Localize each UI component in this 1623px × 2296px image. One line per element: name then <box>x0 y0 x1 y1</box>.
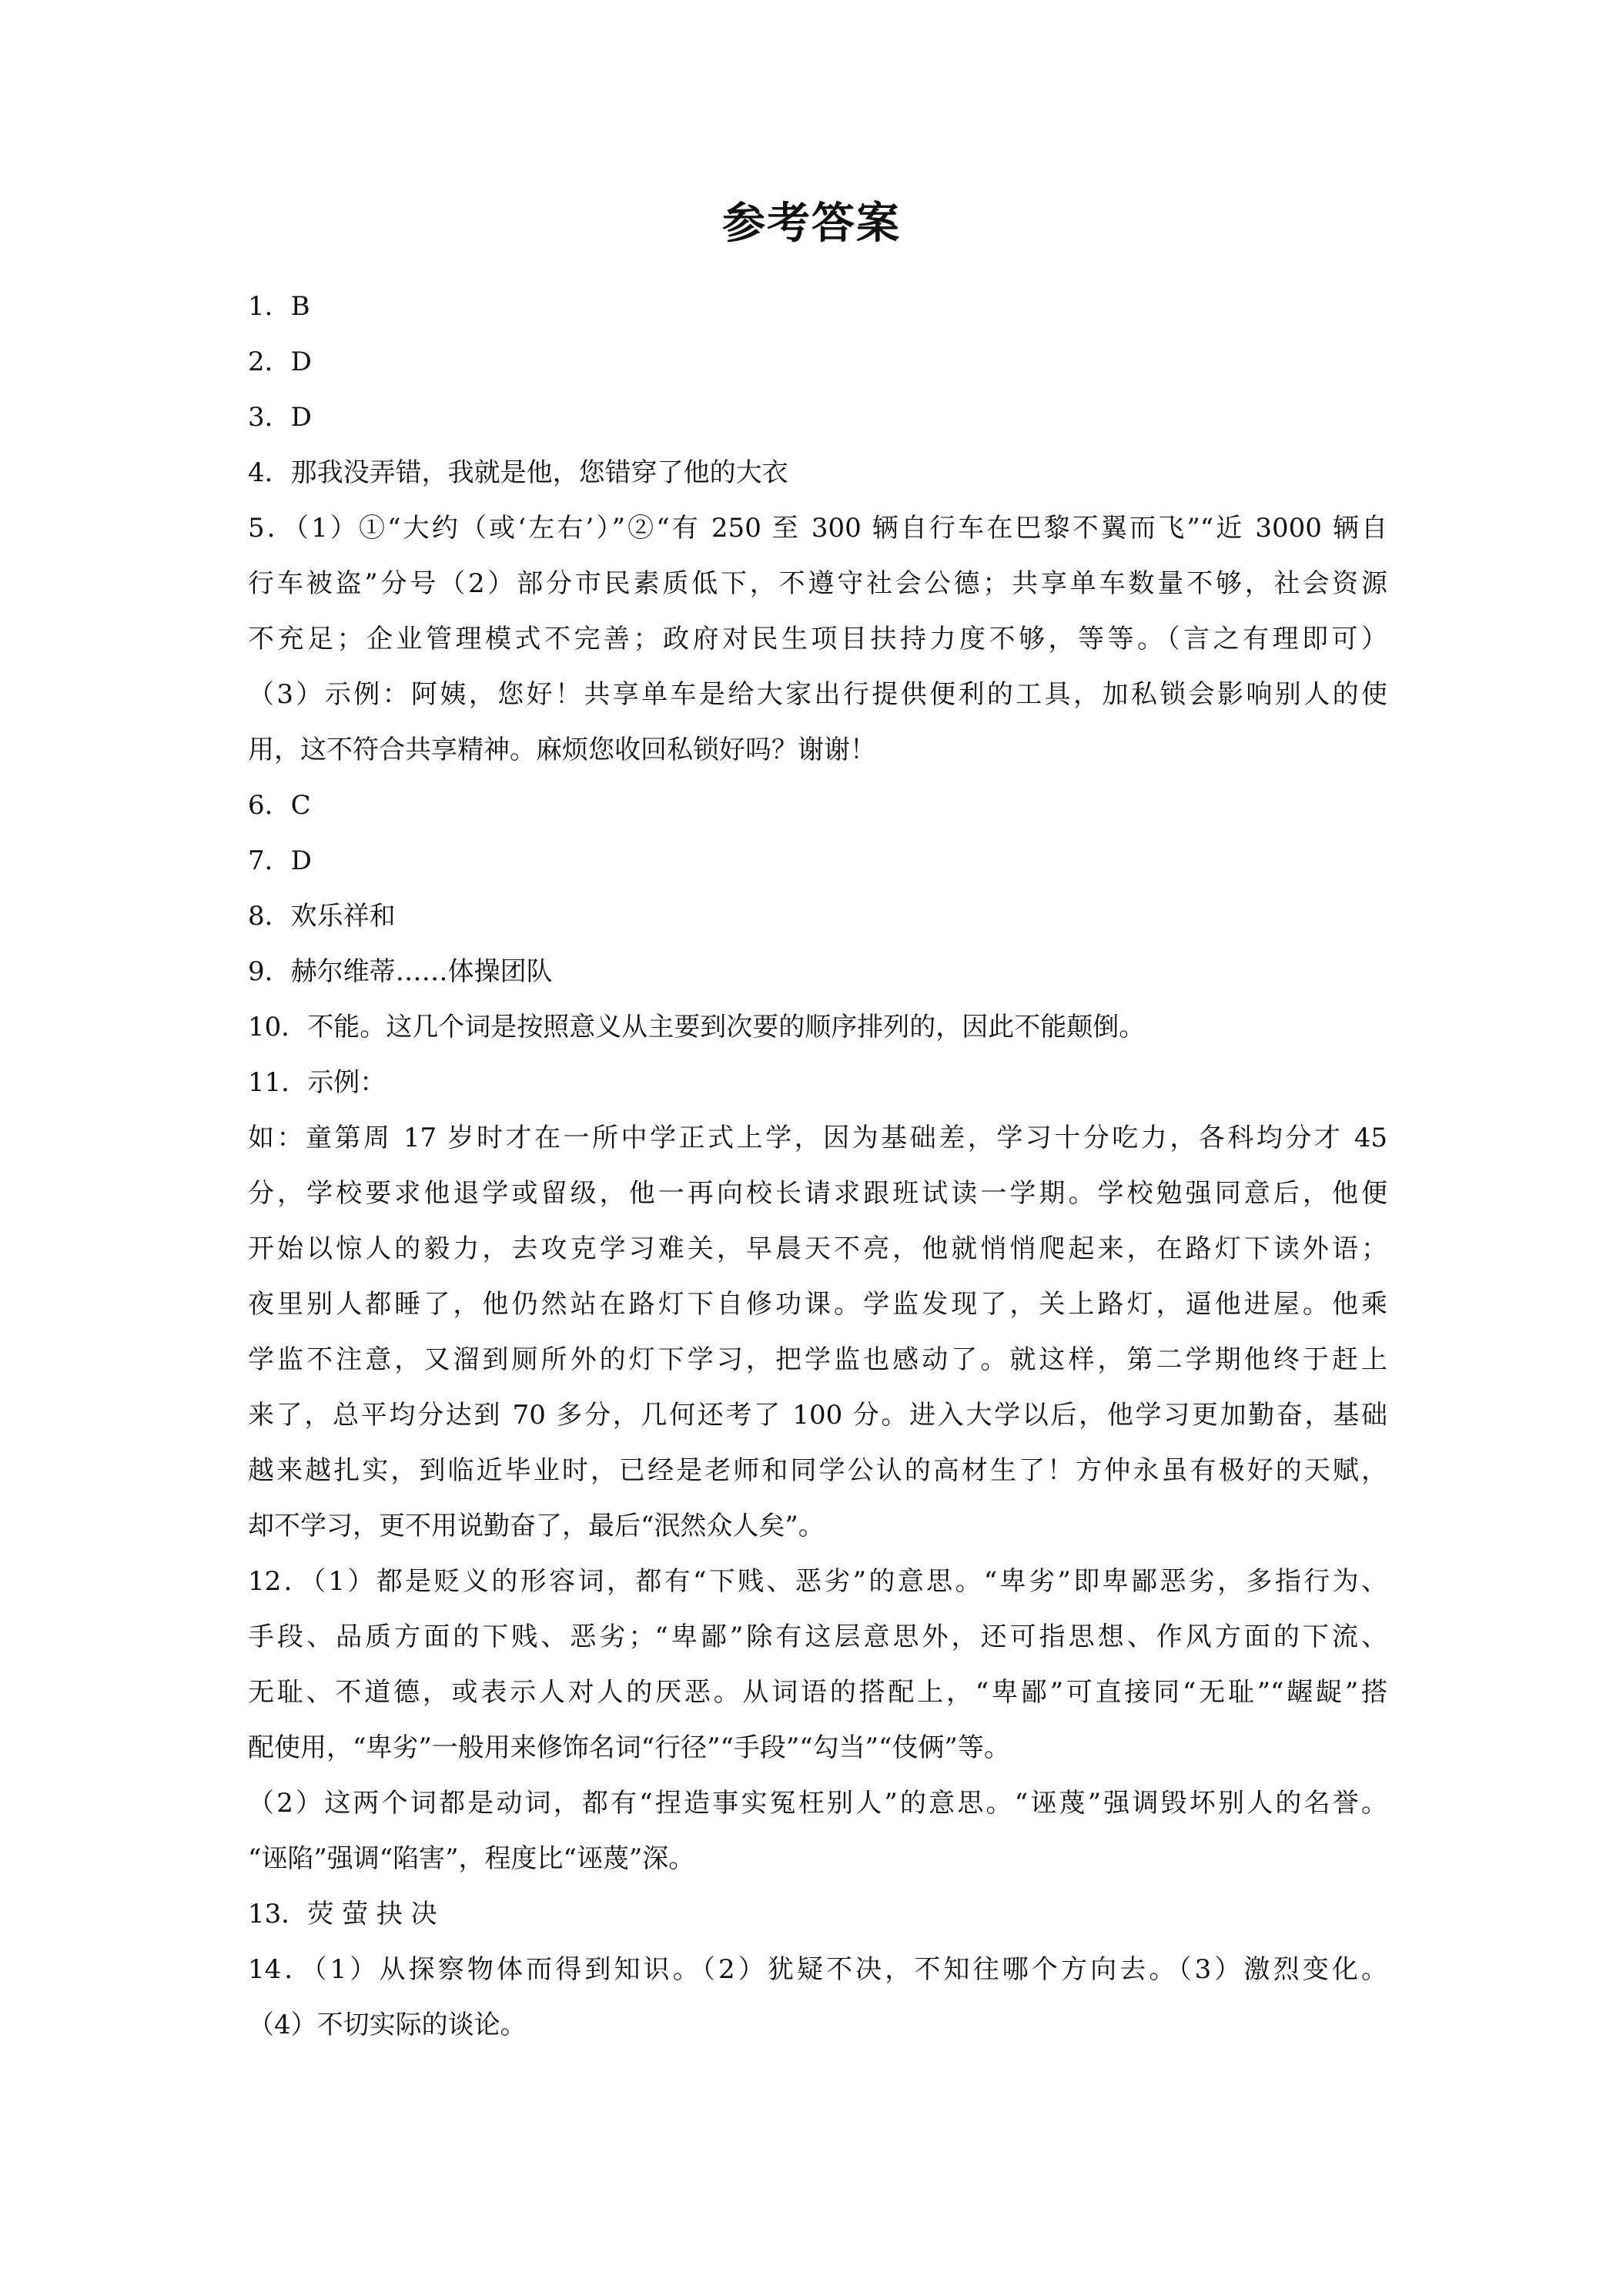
answer-5-line: 用，这不符合共享精神。麻烦您收回私锁好吗？谢谢！ <box>248 735 876 765</box>
answer-11-line: 如：童第周 17 岁时才在一所中学正式上学，因为基础差，学习十分吃力，各科均分才 45 <box>248 1123 1387 1153</box>
answer-14-line: （4）不切实际的谈论。 <box>248 2010 527 2040</box>
answer-12-line: （2）这两个词都是动词，都有“捏造事实冤枉别人”的意思。“诬蔑”强调毁坏别人的名誉。 <box>248 1788 1387 1819</box>
answer-13: 13．荧 萤 抉 决 <box>248 1899 437 1930</box>
answer-3: 3．D <box>248 402 312 433</box>
answer-7: 7．D <box>248 845 312 876</box>
answer-12-line: “诬陷”强调“陷害”，程度比“诬蔑”深。 <box>248 1843 695 1874</box>
answer-5-line: 行车被盗”分号（2）部分市民素质低下，不遵守社会公德；共享单车数量不够，社会资源 <box>248 568 1387 599</box>
answer-12-line: 12．（1）都是贬义的形容词，都有“下贱、恶劣”的意思。“卑劣”即卑鄙恶劣，多指行为、 <box>248 1566 1387 1597</box>
answer-11-line: 学监不注意，又溜到厕所外的灯下学习，把学监也感动了。就这样，第二学期他终于赶上 <box>248 1344 1387 1375</box>
answer-5-line: （3）示例：阿姨，您好！共享单车是给大家出行提供便利的工具，加私锁会影响别人的使 <box>248 679 1387 710</box>
answer-5-line: 5．（1）①“大约（或‘左右’）”②“有 250 至 300 辆自行车在巴黎不翼而飞”“近 3000 辆自 <box>248 513 1387 544</box>
answer-11-line: 开始以惊人的毅力，去攻克学习难关，早晨天不亮，他就悄悄爬起来，在路灯下读外语； <box>248 1233 1387 1264</box>
answer-12-line: 无耻、不道德，或表示人对人的厌恶。从词语的搭配上，“卑鄙”可直接同“无耻”“龌龊”搭 <box>248 1677 1387 1708</box>
page-title: 参考答案 <box>722 198 901 249</box>
answer-11-line: 夜里别人都睡了，他仍然站在路灯下自修功课。学监发现了，关上路灯，逼他进屋。他乘 <box>248 1289 1387 1320</box>
answer-9: 9．赫尔维蒂……体操团队 <box>248 956 553 987</box>
answer-4: 4．那我没弄错，我就是他，您错穿了他的大衣 <box>248 457 788 488</box>
answer-14-line: 14．（1）从探察物体而得到知识。（2）犹疑不决，不知往哪个方向去。（3）激烈变化。 <box>248 1954 1387 1985</box>
answer-10: 10．不能。这几个词是按照意义从主要到次要的顺序排列的，因此不能颠倒。 <box>248 1012 1146 1043</box>
answer-5-line: 不充足；企业管理模式不完善；政府对民生项目扶持力度不够，等等。（言之有理即可） <box>248 624 1387 654</box>
answer-11-line: 分，学校要求他退学或留级，他一再向校长请求跟班试读一学期。学校勉强同意后，他便 <box>248 1178 1387 1209</box>
answer-12-line: 手段、品质方面的下贱、恶劣；“卑鄙”除有这层意思外，还可指思想、作风方面的下流、 <box>248 1622 1387 1652</box>
answer-1: 1．B <box>248 291 310 322</box>
answer-11-line: 却不学习，更不用说勤奋了，最后“泯然众人矣”。 <box>248 1511 825 1541</box>
answer-6: 6．C <box>248 790 311 821</box>
answer-12-line: 配使用，“卑劣”一般用来修饰名词“行径”“手段”“勾当”“伎俩”等。 <box>248 1732 1010 1763</box>
answer-8: 8．欢乐祥和 <box>248 901 396 932</box>
answer-11-label: 11．示例： <box>248 1067 387 1098</box>
answer-2: 2．D <box>248 346 312 377</box>
answer-list <box>248 279 1387 2053</box>
answer-11-line: 越来越扎实，到临近毕业时，已经是老师和同学公认的高材生了！方仲永虽有极好的天赋， <box>248 1455 1387 1486</box>
answer-11-line: 来了，总平均分达到 70 多分，几何还考了 100 分。进入大学以后，他学习更加勤奋，基础 <box>248 1400 1387 1431</box>
